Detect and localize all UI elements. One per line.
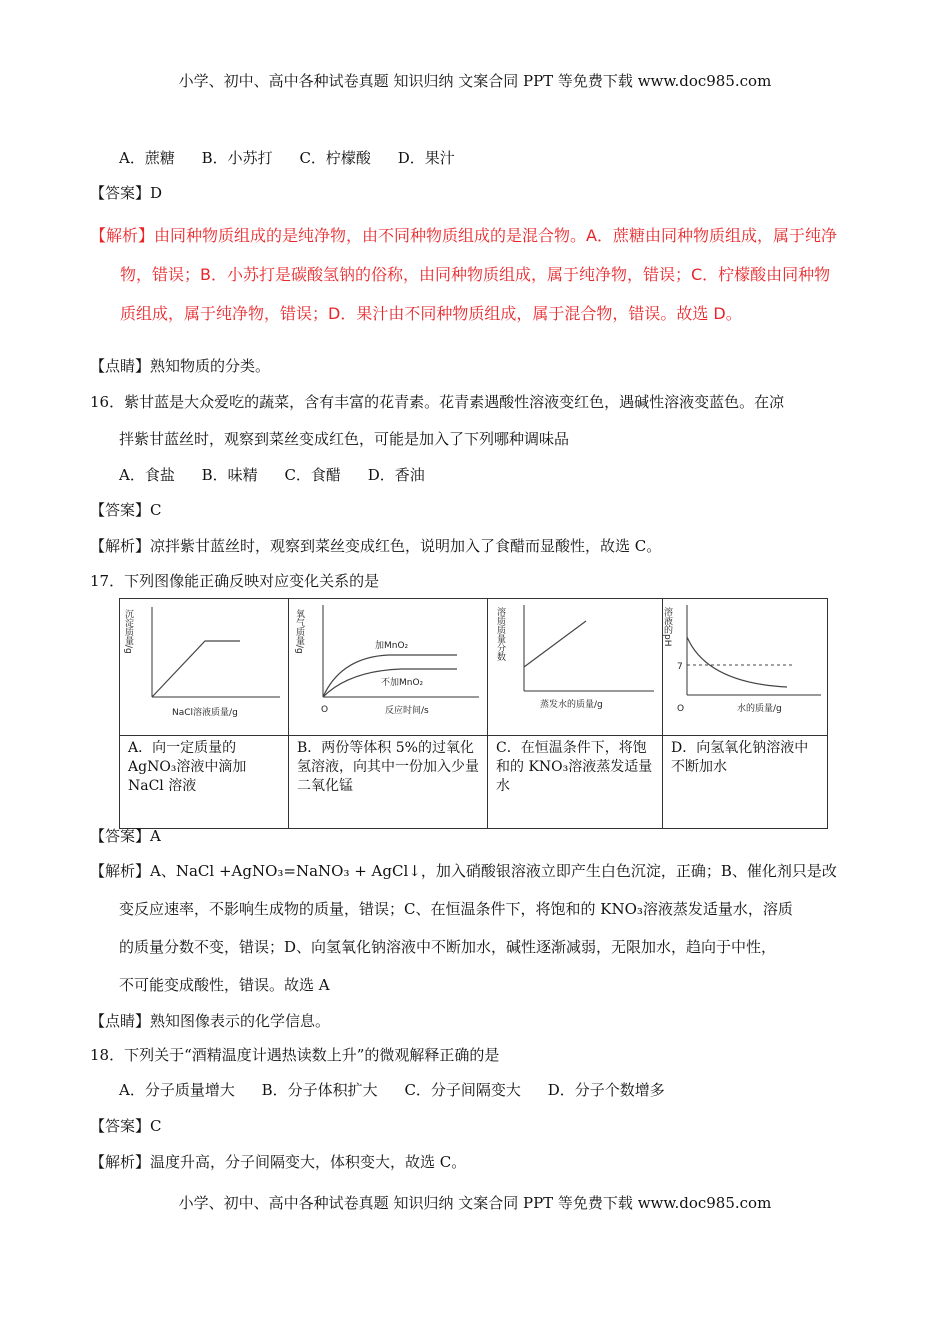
graph-a-xlabel: NaCl溶液质量/g — [172, 708, 238, 718]
q17-analysis-line-2: 变反应速率，不影响生成物的质量，错误；C、在恒温条件下，将饱和的 KNO₃溶液蒸发适量水，溶质 — [119, 900, 793, 918]
q15-analysis-line-2: 物，错误；B．小苏打是碳酸氢钠的俗称，由同种物质组成，属于纯净物，错误；C．柠檬酸由同种物 — [120, 265, 831, 284]
q17-analysis-line-4: 不可能变成酸性，错误。故选 A — [119, 976, 330, 994]
graph-b-svg — [289, 599, 487, 731]
q17-graph-c — [488, 599, 663, 736]
q17-graph-d — [663, 599, 828, 736]
q18-option-b: B．分子体积扩大 — [261, 1081, 378, 1099]
q16-option-a: A．食盐 — [119, 466, 175, 484]
q15-options — [119, 147, 477, 168]
q15-option-d: D．果汁 — [397, 149, 455, 167]
q17-caption-b: B．两份等体积 5%的过氧化氢溶液，向其中一份加入少量二氧化锰 — [289, 736, 488, 829]
q17-graph-b — [289, 599, 488, 736]
page-header: 小学、初中、高中各种试卷真题 知识归纳 文案合同 PPT 等免费下载 www.doc985.com — [178, 72, 772, 90]
q15-option-c: C．柠檬酸 — [299, 149, 371, 167]
graph-b-ylabel: 氧气质量/g — [294, 609, 304, 654]
graph-d-svg — [663, 599, 827, 731]
q16-answer: 【答案】C — [90, 501, 162, 519]
graph-d-xlabel: 水的质量/g — [737, 704, 782, 714]
q16-stem-line-1: 16．紫甘蓝是大众爱吃的蔬菜，含有丰富的花青素。花青素遇酸性溶液变红色，遇碱性溶液变蓝色。在凉 — [90, 393, 785, 411]
q16-analysis: 【解析】凉拌紫甘蓝丝时，观察到菜丝变成红色，说明加入了食醋而显酸性，故选 C。 — [90, 537, 662, 555]
q17-stem: 17．下列图像能正确反映对应变化关系的是 — [90, 572, 380, 590]
graph-d-ylabel: 溶液的pH — [663, 607, 672, 647]
q17-analysis-line-3: 的质量分数不变，错误；D、向氢氧化钠溶液中不断加水，碱性逐渐减弱，无限加水，趋向于中性， — [119, 938, 777, 956]
q15-analysis-line-1: 【解析】由同种物质组成的是纯净物，由不同种物质组成的是混合物。A．蔗糖由同种物质组成，属于纯净 — [90, 226, 837, 245]
q15-option-b: B．小苏打 — [201, 149, 273, 167]
graph-d-curve — [687, 637, 787, 687]
graph-b-curve-with-mno2 — [323, 655, 457, 697]
q16-option-b: B．味精 — [201, 466, 258, 484]
graph-b-curve2-label: 不加MnO₂ — [381, 678, 424, 688]
q18-option-d: D．分子个数增多 — [547, 1081, 665, 1099]
q16-option-d: D．香油 — [367, 466, 425, 484]
q18-options — [119, 1079, 687, 1100]
q16-stem-line-2: 拌紫甘蓝丝时，观察到菜丝变成红色，可能是加入了下列哪种调味品 — [119, 430, 570, 448]
graph-d-origin: O — [677, 704, 685, 714]
q17-analysis-line-1: 【解析】A、NaCl +AgNO₃=NaNO₃ + AgCl↓，加入硝酸银溶液立即产生白色沉淀，正确；B、催化剂只是改 — [90, 862, 837, 880]
q16-option-c: C．食醋 — [284, 466, 341, 484]
q17-caption-a: A．向一定质量的 AgNO₃溶液中滴加 NaCl 溶液 — [120, 736, 289, 829]
q18-option-a: A．分子质量增大 — [119, 1081, 235, 1099]
q15-option-a: A．蔗糖 — [119, 149, 175, 167]
graph-b-origin: O — [321, 705, 329, 715]
q17-answer: 【答案】A — [90, 827, 161, 845]
graph-a-curve — [152, 641, 240, 697]
graph-c-ylabel: 溶质质量分数 — [495, 607, 505, 661]
q17-graph-table — [119, 598, 828, 829]
q17-graph-a — [120, 599, 289, 736]
page-footer: 小学、初中、高中各种试卷真题 知识归纳 文案合同 PPT 等免费下载 www.doc985.com — [178, 1194, 772, 1212]
q18-option-c: C．分子间隔变大 — [404, 1081, 521, 1099]
graph-b-xlabel: 反应时间/s — [385, 706, 429, 716]
graph-c-curve — [524, 621, 586, 667]
graph-d-seven: 7 — [677, 662, 683, 672]
q15-analysis-line-3: 质组成，属于纯净物，错误；D．果汁由不同种物质组成，属于混合物，错误。故选 D。 — [120, 304, 742, 323]
graph-a-ylabel: 沉淀质量/g — [123, 609, 133, 654]
q17-caption-c: C．在恒温条件下，将饱和的 KNO₃溶液蒸发适量水 — [488, 736, 663, 829]
q16-options — [119, 464, 447, 485]
q18-analysis: 【解析】温度升高，分子间隔变大，体积变大，故选 C。 — [90, 1153, 467, 1171]
q18-answer: 【答案】C — [90, 1117, 162, 1135]
graph-b-curve1-label: 加MnO₂ — [375, 641, 409, 651]
graph-a-svg — [120, 599, 288, 731]
q18-stem: 18．下列关于“酒精温度计遇热读数上升”的微观解释正确的是 — [90, 1046, 500, 1064]
q15-answer: 【答案】D — [90, 184, 163, 202]
q15-tip: 【点睛】熟知物质的分类。 — [90, 357, 271, 375]
q17-caption-d: D．向氢氧化钠溶液中不断加水 — [663, 736, 828, 829]
graph-c-xlabel: 蒸发水的质量/g — [540, 700, 603, 710]
graph-c-svg — [488, 599, 662, 731]
q17-tip: 【点睛】熟知图像表示的化学信息。 — [90, 1012, 331, 1030]
